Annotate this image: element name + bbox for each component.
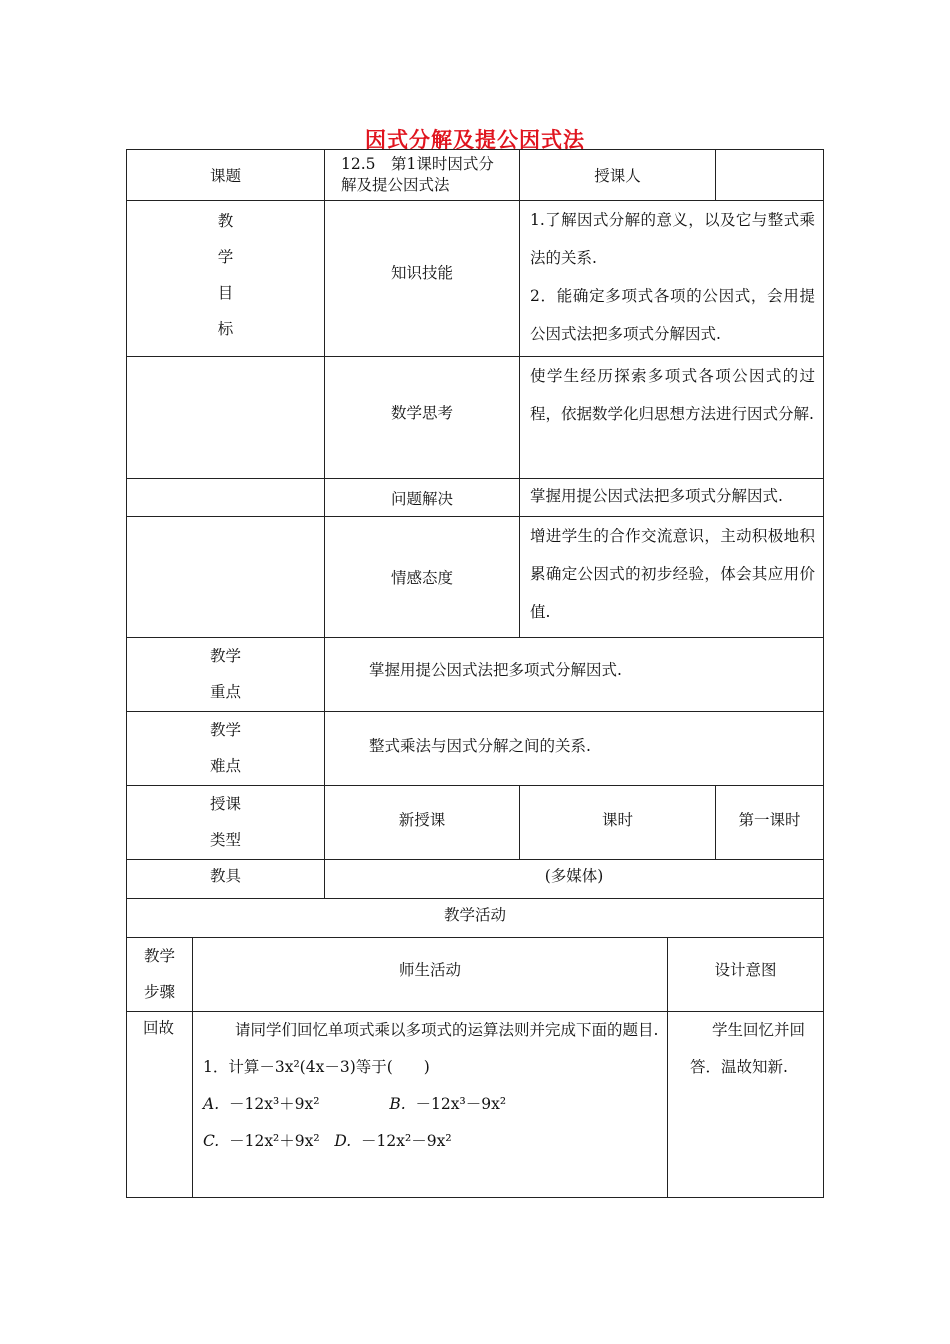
objectives-blank-cell [126,516,325,638]
teacher-value-cell [715,149,824,201]
objective-text: 使学生经历探索多项式各项公因式的过程，依据数学化归思想方法进行因式分解. [530,367,815,423]
topic-value: 12.5 第1课时因式分解及提公因式法 [341,155,494,194]
review-step-cell: 回故 [126,1011,193,1198]
objective-content-attitude [519,516,824,638]
difficulty-content-cell [324,711,824,786]
key-point-label-cell: 教学 重点 [126,637,325,712]
lesson-type-label-cell: 授课 类型 [126,785,325,860]
key-point-text: 掌握用提公因式法把多项式分解因式. [369,661,622,679]
key-point-content-cell [324,637,824,712]
objective-text: 掌握用提公因式法把多项式分解因式. [530,487,783,505]
intent-column-header: 设计意图 [667,937,824,1012]
review-intent-cell: 学生回忆并回答．温故知新. [667,1011,824,1198]
topic-label: 课题 [209,167,241,185]
lesson-type-value-cell: 新授课 [324,785,520,860]
objectives-label-char: 教 [217,212,234,230]
objective-text: 2．能确定多项式各项的公因式，会用提公因式法把多项式分解因式. [530,287,815,343]
step-column-header: 教学 步骤 [126,937,193,1012]
objective-category-problem: 问题解决 [324,478,520,517]
tools-value-cell: (多媒体) [324,859,824,899]
period-value-cell: 第一课时 [715,785,824,860]
objective-text: 1.了解因式分解的意义，以及它与整式乘法的关系. [530,211,815,267]
objective-category-knowledge: 知识技能 [324,200,520,357]
difficulty-text: 整式乘法与因式分解之间的关系. [369,737,591,755]
objective-content-thinking [519,356,824,479]
objectives-blank-cell [126,356,325,479]
objective-category-thinking: 数学思考 [324,356,520,479]
review-intro: 请同学们回忆单项式乘以多项式的运算法则并完成下面的题目. [235,1021,659,1039]
activity-column-header: 师生活动 [192,937,668,1012]
tools-label-cell: 教具 [126,859,325,899]
objectives-label-cell [126,200,325,357]
activities-header-cell: 教学活动 [126,898,824,938]
review-activity-cell [192,1011,668,1198]
teacher-label: 授课人 [594,167,641,185]
review-options-cd: C. －12x²＋9x² D. －12x²－9x² [203,1132,452,1150]
topic-label-cell [126,149,325,201]
objectives-blank-cell [126,478,325,517]
objective-text: 增进学生的合作交流意识，主动积极地积累确定公因式的初步经验，体会其应用价值. [530,527,815,621]
objectives-label-char: 学 [217,248,234,266]
review-question: 1．计算－3x²(4x－3)等于( ) [203,1058,430,1076]
objective-content-knowledge [519,200,824,357]
objectives-label-char: 标 [217,320,234,338]
review-options-ab: A. －12x³＋9x² B. －12x³－9x² [203,1095,507,1113]
objective-category-attitude: 情感态度 [324,516,520,638]
topic-value-cell [324,149,520,201]
objectives-label-char: 目 [217,284,234,302]
difficulty-label-cell: 教学 难点 [126,711,325,786]
period-label-cell: 课时 [519,785,716,860]
objective-content-problem [519,478,824,517]
teacher-label-cell [519,149,716,201]
document-title: 因式分解及提公因式法 [365,128,585,152]
